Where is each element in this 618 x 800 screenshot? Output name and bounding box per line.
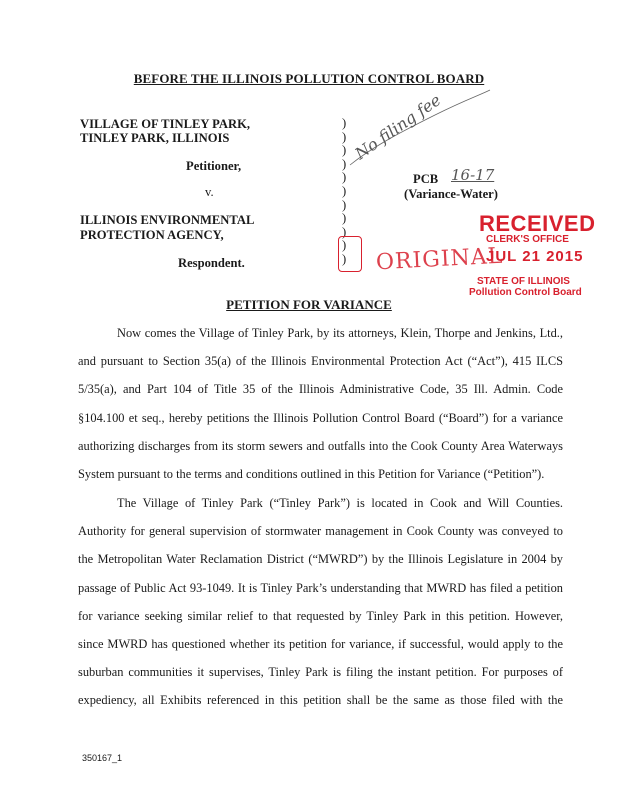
paragraph-line: 5/35(a), and Part 104 of Title 35 of the Illinois Administrative Code, 35 Ill. Admin. Code: [78, 382, 563, 397]
paragraph-1: [78, 319, 563, 488]
petitioner-name-line1: VILLAGE OF TINLEY PARK,: [80, 117, 251, 131]
respondent-name-line2: PROTECTION AGENCY,: [80, 228, 224, 242]
stamp-bracket: [338, 236, 362, 272]
paragraph-line: expediency, all Exhibits referenced in this petition shall be the same as those filed with the: [78, 693, 563, 708]
petitioner-label: Petitioner,: [186, 159, 242, 173]
received-stamp-board: Pollution Control Board: [469, 287, 582, 298]
paragraph-line: System pursuant to the terms and conditions outlined in this Petition for Variance (“Petition”).: [78, 467, 545, 482]
respondent-name-line1: ILLINOIS ENVIRONMENTAL: [80, 213, 255, 227]
versus-label: v.: [205, 185, 214, 199]
received-stamp-date: JUL 21 2015: [486, 248, 584, 265]
received-stamp-state: STATE OF ILLINOIS: [477, 276, 570, 287]
paragraph-line: Now comes the Village of Tinley Park, by its attorneys, Klein, Thorpe and Jenkins, Ltd.,: [117, 326, 563, 340]
paragraph-line: and pursuant to Section 35(a) of the Illinois Environmental Protection Act (“Act”), 415 ILCS: [78, 354, 563, 369]
paragraph-line: The Village of Tinley Park (“Tinley Park”) is located in Cook and Will Counties.: [117, 496, 563, 510]
caption-divider: ) ) ) ) ) ) ) ) ) ) ): [342, 116, 347, 266]
received-stamp-office: CLERK'S OFFICE: [486, 234, 569, 245]
received-stamp-title: RECEIVED: [479, 211, 596, 236]
handwritten-note-text: No filing fee: [351, 90, 445, 164]
paragraph-line: authorizing discharges from its storm sewers and outfalls into the Cook County Area Waterways: [78, 438, 563, 453]
paragraph-line: Authority for general supervision of stormwater management in Cook County was conveyed to: [78, 524, 563, 539]
pcb-number: 16-17: [451, 166, 495, 184]
pcb-label: PCB: [413, 172, 439, 186]
paragraph-line: for variance seeking similar relief to that requested by Tinley Park in this petition. However,: [78, 608, 563, 623]
document-id: 350167_1: [82, 753, 123, 763]
respondent-label: Respondent.: [178, 256, 245, 270]
original-stamp: ORIGINAL: [375, 243, 504, 276]
paragraph-line: since MWRD has questioned whether its petition for variance, if successful, would apply to the: [78, 637, 563, 652]
paragraph-line: passage of Public Act 93-1049. It is Tinley Park’s understanding that MWRD has filed a petition: [78, 580, 563, 595]
paragraph-line: suburban communities it supervises, Tinley Park is filing the instant petition. For purposes of: [78, 665, 563, 680]
handwritten-note: [345, 85, 495, 175]
paragraph-line: §104.100 et seq., hereby petitions the Illinois Pollution Control Board (“Board”) for a variance: [78, 410, 563, 425]
petitioner-name-line2: TINLEY PARK, ILLINOIS: [80, 131, 230, 145]
paragraph-2: [78, 489, 563, 715]
paragraph-line: the Metropolitan Water Reclamation District (“MWRD”) by the Illinois Legislature in 2004 by: [78, 552, 563, 567]
case-type: (Variance-Water): [404, 187, 498, 201]
document-header: BEFORE THE ILLINOIS POLLUTION CONTROL BOARD: [133, 71, 485, 86]
petition-title: PETITION FOR VARIANCE: [226, 297, 392, 312]
